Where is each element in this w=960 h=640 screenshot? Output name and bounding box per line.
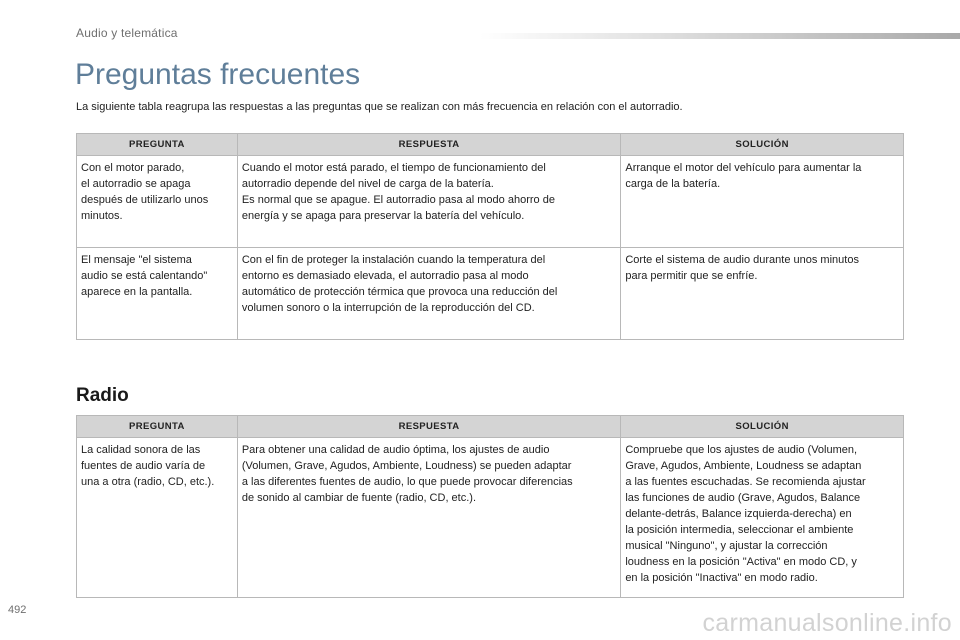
page-title: Preguntas frecuentes	[75, 58, 361, 91]
solution-cell: Arranque el motor del vehículo para aumentar la carga de la batería.	[621, 156, 904, 248]
column-header-pregunta: PREGUNTA	[77, 134, 238, 156]
column-header-solucion: SOLUCIÓN	[621, 134, 904, 156]
header-divider	[480, 33, 960, 39]
solution-cell: Compruebe que los ajustes de audio (Volumen, Grave, Agudos, Ambiente, Loudness se adaptan a las fuentes escuchadas. Se recomienda ajustar las funciones de audio (Grave, Agudos, Balance delante-detrás, Balance izquierda-derecha) en la posición intermedia, seleccionar el ambiente musical "Ninguno", y ajustar la corrección loudness en la posición "Activa" en modo CD, y en la posición "Inactiva" en modo radio.	[621, 438, 904, 598]
table-header-row	[77, 416, 904, 438]
answer-cell: Para obtener una calidad de audio óptima, los ajustes de audio (Volumen, Grave, Agudos, Ambiente, Loudness) se pueden adaptar a las diferentes fuentes de audio, lo que puede provocar diferencias de sonido al cambiar de fuente (radio, CD, etc.).	[237, 438, 620, 598]
question-cell: La calidad sonora de las fuentes de audio varía de una a otra (radio, CD, etc.).	[77, 438, 238, 598]
section-title-radio: Radio	[76, 385, 129, 406]
running-header: Audio y telemática	[76, 26, 178, 40]
watermark: carmanualsonline.info	[702, 609, 952, 637]
table-header-row	[77, 134, 904, 156]
radio-faq-table	[76, 415, 904, 598]
table-row	[77, 438, 904, 598]
answer-cell: Cuando el motor está parado, el tiempo de funcionamiento del autorradio depende del nivel de carga de la batería. Es normal que se apague. El autorradio pasa al modo ahorro de energía y se apaga para preservar la batería del vehículo.	[237, 156, 621, 248]
column-header-pregunta: PREGUNTA	[77, 416, 238, 438]
page-number: 492	[8, 604, 27, 616]
faq-table	[76, 133, 904, 340]
table-row	[77, 248, 904, 340]
column-header-respuesta: RESPUESTA	[237, 134, 621, 156]
solution-cell: Corte el sistema de audio durante unos minutos para permitir que se enfríe.	[621, 248, 904, 340]
answer-cell: Con el fin de proteger la instalación cuando la temperatura del entorno es demasiado elevada, el autorradio pasa al modo automático de protección térmica que provoca una reducción del volumen sonoro o la interrupción de la reproducción del CD.	[237, 248, 621, 340]
table-row	[77, 156, 904, 248]
intro-text: La siguiente tabla reagrupa las respuestas a las preguntas que se realizan con más frecuencia en relación con el autorradio.	[76, 101, 683, 113]
question-cell: Con el motor parado, el autorradio se apaga después de utilizarlo unos minutos.	[77, 156, 238, 248]
column-header-solucion: SOLUCIÓN	[621, 416, 904, 438]
column-header-respuesta: RESPUESTA	[237, 416, 620, 438]
question-cell: El mensaje "el sistema audio se está calentando" aparece en la pantalla.	[77, 248, 238, 340]
